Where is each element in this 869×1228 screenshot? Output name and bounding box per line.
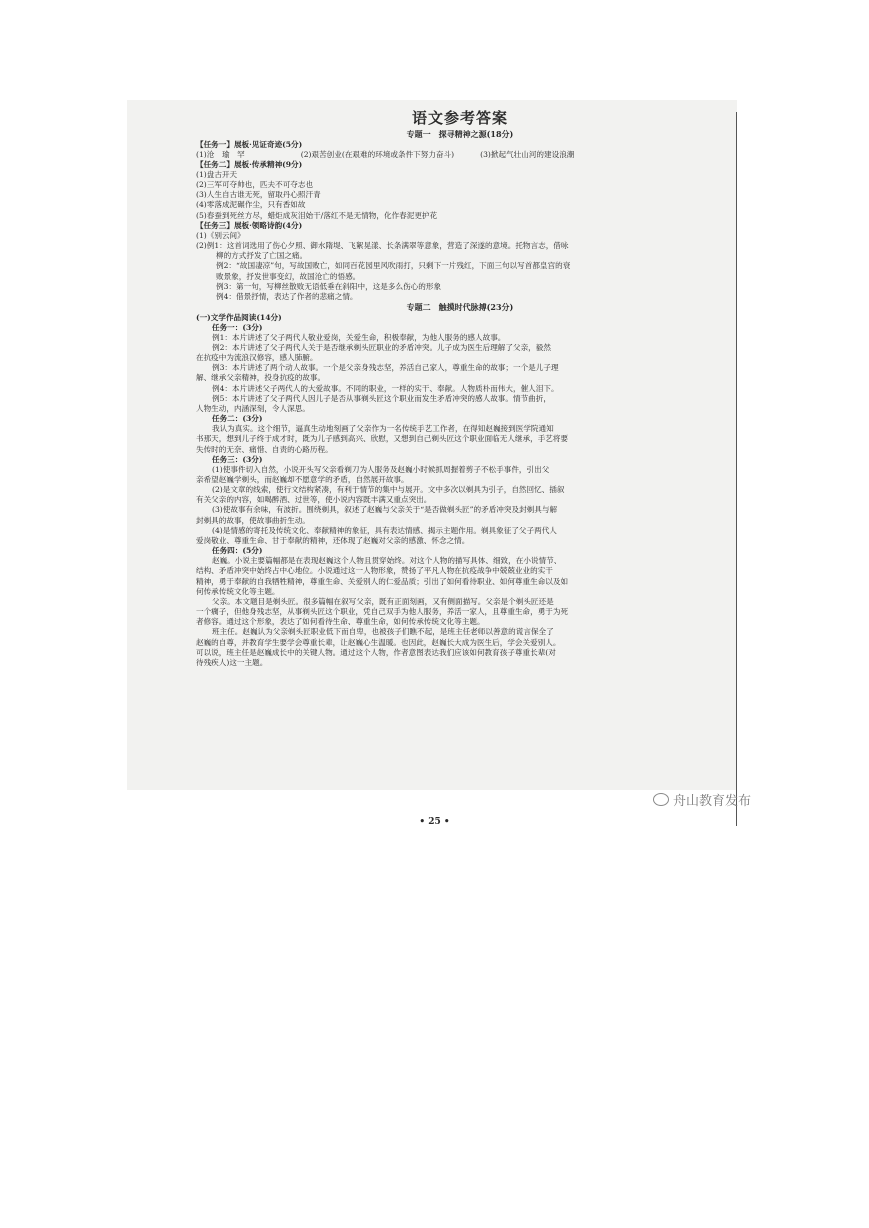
task-2-line: (1)盘古开天 bbox=[196, 169, 238, 179]
page-number: • 25 • bbox=[419, 817, 450, 827]
task-3-heading: 【任务三】展板·领略诗韵(4分) bbox=[196, 220, 303, 230]
watermark-text: 舟山教育发布 bbox=[673, 794, 752, 809]
task-2-line: (4)零落成泥碾作尘，只有香如故 bbox=[196, 200, 306, 210]
rq-3-line: 爱岗敬业、尊重生命、甘于奉献的精神，还体现了赵巍对父亲的感激、怀念之情。 bbox=[196, 535, 470, 545]
rq-1-line: 在抗疫中为流浪汉修容，感人肺腑。 bbox=[196, 353, 318, 363]
rq-2-line: 我认为真实。这个细节，逼真生动地刻画了父亲作为一名传统手艺工作者，在得知赵巍接到医学院通知 bbox=[212, 424, 554, 434]
rq-1-line: 例1：本片讲述了父子两代人敬业爱岗，关爱生命，积极奉献，为他人服务的感人故事。 bbox=[212, 332, 506, 342]
task-1-answer-2: (2)艰苦创业(在艰难的环境或条件下努力奋斗) bbox=[300, 149, 455, 159]
rq-1-line: 例5：本片讲述了父子两代人因儿子是否从事剃头匠这个职业而发生矛盾冲突的感人故事。情节曲折， bbox=[212, 393, 551, 403]
task-3-line: (1)《别云间》 bbox=[196, 230, 245, 240]
task-2-line: (2)三军可夺帅也，匹夫不可夺志也 bbox=[196, 180, 314, 190]
wechat-icon bbox=[653, 793, 669, 806]
rq-4-line: 赵巍。小说主要篇幅都是在表现赵巍这个人物且贯穿始终。对这个人物的描写具体、细致，在小说情节、 bbox=[212, 556, 562, 566]
rq-4-line: 一个瘸子，但他身残志坚，从事剃头匠这个职业，凭自己双手为他人服务，养活一家人，且尊重生命，勇于为死 bbox=[196, 607, 569, 617]
rq-4-line: 父亲。本文题目是剃头匠。很多篇幅在叙写父亲，既有正面刻画，又有侧面描写。父亲是个剃头匠还是 bbox=[212, 596, 554, 606]
task-3-line: 柳的方式抒发了亡国之痛。 bbox=[216, 251, 308, 261]
task-1-heading: 【任务一】展板·见证奇迹(5分) bbox=[196, 139, 303, 149]
rq-4-line: 结构、矛盾冲突中始终占中心地位。小说通过这一人物形象，赞扬了平凡人物在抗疫战争中兢兢业业的实干 bbox=[196, 566, 553, 576]
rq-3-line: 亲希望赵巍学剃头，而赵巍却不愿意学的矛盾，自然展开故事。 bbox=[196, 475, 409, 484]
section-literary-reading: (一)文学作品阅读(14分) bbox=[196, 312, 282, 322]
task-2-heading: 【任务二】展板·传承精神(9分) bbox=[196, 159, 303, 169]
task-1-answer-3: (3)掀起气壮山河的建设浪潮 bbox=[480, 149, 575, 159]
rq-4-line: 精神，勇于奉献的自我牺牲精神，尊重生命、关爱别人的仁爱品质；引出了如何看待职业、如何尊重生命以及如 bbox=[196, 576, 569, 586]
rq-2-heading: 任务二：(3分) bbox=[212, 414, 263, 424]
rq-3-line: 封剃具的故事，使故事曲折生动。 bbox=[196, 515, 310, 525]
rq-2-line: 失传时的无奈、痛惜、自责的心路历程。 bbox=[196, 444, 333, 454]
rq-4-line: 可以说，班主任是赵巍成长中的关键人物。通过这个人物，作者意图表达我们应该如何教育孩子尊重长辈(对 bbox=[196, 647, 556, 657]
rq-1-line: 例2：本片讲述了父子两代人关于是否继承剃头匠职业的矛盾冲突。儿子成为医生后理解了父亲，毅然 bbox=[212, 342, 551, 352]
task-1-answer-1: (1)沧 瑜 罕 bbox=[196, 149, 245, 159]
page-title: 语文参考答案 bbox=[411, 109, 508, 127]
rq-3-line: (2)是文章的线索，使行文结构紧凑，有利于情节的集中与展开。文中多次以剃具为引子，自然回忆、插叙 bbox=[212, 485, 565, 495]
rq-3-line: (3)使故事有余味，有波折。围绕剃具，叙述了赵巍与父亲关于“是否做剃头匠”的矛盾冲突及封剃具与解 bbox=[212, 505, 558, 515]
rq-1-line: 例4：本片讲述父子两代人的大爱故事。不同的职业，一样的实干、奉献。人物质朴而伟大，催人泪下。 bbox=[212, 383, 559, 393]
rq-4-line: 班主任。赵巍认为父亲剃头匠职业低下而自卑，也被孩子们瞧不起，是班主任老师以善意的谎言保全了 bbox=[212, 627, 554, 637]
task-1-answers bbox=[196, 150, 724, 160]
task-3-line: 例4：借景抒情，表达了作者的悲痛之情。 bbox=[216, 291, 358, 301]
rq-3-line: (1)使事件切入自然，小说开头写父亲看剃刀为人服务及赵巍小时候抓周握着剪子不松手事件，引出父 bbox=[212, 464, 550, 474]
task-3-line: 例2：“故国凄凉”句，写故国败亡，如同百花园里风吹雨打，只剩下一片残红，下面三句以写首都皇宫的衰 bbox=[216, 261, 571, 271]
answer-document bbox=[196, 108, 724, 668]
rq-1-line: 解、继承父亲精神，投身抗疫的故事。 bbox=[196, 373, 326, 383]
page-edge-line bbox=[736, 112, 737, 826]
rq-1-heading: 任务一：(3分) bbox=[212, 322, 263, 332]
rq-2-line: 书那天，想到儿子终于成才时，既为儿子感到高兴、欣慰，又想到自己剃头匠这个职业面临无人继承，手艺将要 bbox=[196, 434, 569, 444]
topic-1-heading: 专题一 探寻精神之源(18分) bbox=[406, 129, 514, 139]
rq-1-line: 人物生动，内涵深刻，令人深思。 bbox=[196, 403, 310, 413]
rq-1-line: 例3：本片讲述了两个动人故事。一个是父亲身残志坚，养活自己家人，尊重生命的故事；一个是儿子理 bbox=[212, 363, 559, 373]
rq-4-heading: 任务四：(5分) bbox=[212, 546, 263, 556]
rq-4-line: 何传承传统文化等主题。 bbox=[196, 586, 280, 596]
rq-4-line: 待残疾人)这一主题。 bbox=[196, 657, 268, 667]
topic-2-heading: 专题二 触摸时代脉搏(23分) bbox=[406, 302, 514, 312]
rq-3-heading: 任务三：(3分) bbox=[212, 454, 263, 464]
task-2-line: (3)人生自古谁无死，留取丹心照汗青 bbox=[196, 190, 321, 200]
rq-3-line: (4)是情感的寄托及传统文化、奉献精神的象征，具有表达情感、揭示主题作用。剃具象征了父子两代人 bbox=[212, 525, 557, 535]
task-2-line: (5)春蚕到死丝方尽，蜡炬成灰泪始干/落红不是无情物，化作春泥更护花 bbox=[196, 210, 438, 220]
task-3-line: 败景象，抒发世事变幻，故国沧亡的悟感。 bbox=[216, 271, 361, 281]
rq-3-line: 有关父亲的内容，如喝醉酒、过世等，使小说内容既丰满又重点突出。 bbox=[196, 495, 432, 505]
task-3-line: (2)例1：这首词选用了伤心夕照、御水隋堤、飞絮晃漾、长条满翠等意象，营造了深遂的意境。托物言志，借咏 bbox=[196, 241, 569, 251]
rq-4-line: 赵巍的自尊，并教育学生要学会尊重长辈，让赵巍心生温暖。也因此，赵巍长大成为医生后，学会关爱别人。 bbox=[196, 637, 561, 647]
task-3-line: 例3：第一句，写柳丝散败无语低垂在斜阳中，这是多么伤心的形象 bbox=[216, 281, 442, 291]
watermark bbox=[653, 790, 751, 809]
rq-4-line: 者修容。通过这个形象，表达了如何看待生命、尊重生命，如何传承传统文化等主题。 bbox=[196, 617, 485, 627]
